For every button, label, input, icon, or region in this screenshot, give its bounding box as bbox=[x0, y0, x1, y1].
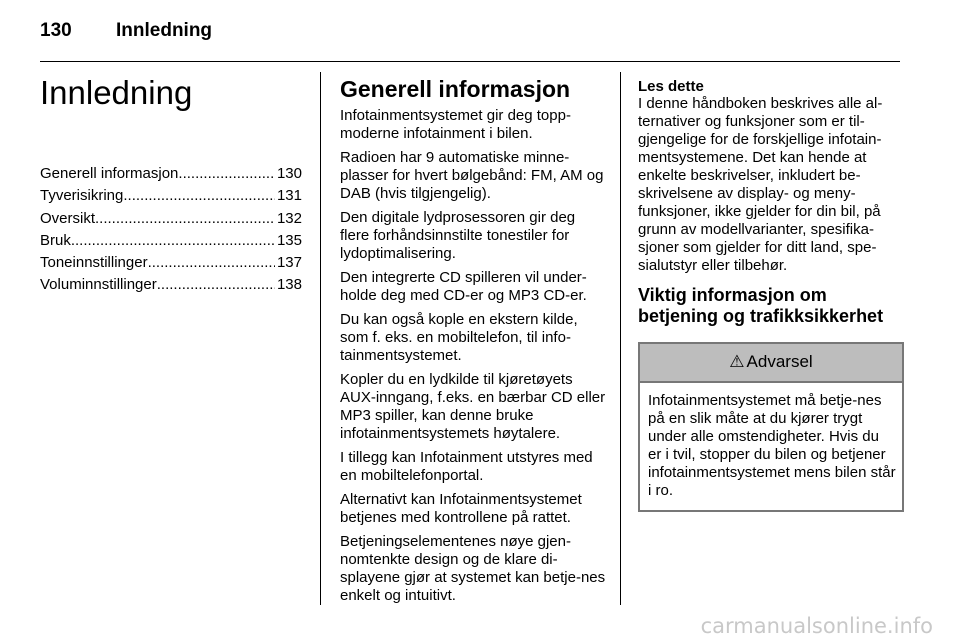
column-divider-2 bbox=[620, 72, 621, 605]
notes-column bbox=[638, 75, 904, 512]
toc-leader bbox=[148, 252, 275, 274]
header-rule bbox=[40, 61, 900, 62]
toc-page: 138 bbox=[276, 276, 302, 294]
toc-leader bbox=[178, 163, 275, 185]
running-head-title: Innledning bbox=[116, 20, 213, 41]
toc-item[interactable] bbox=[40, 185, 302, 207]
toc-leader bbox=[123, 185, 275, 207]
paragraph: Infotainmentsystemet gir deg topp-moderne infotainment i bilen. bbox=[340, 107, 571, 142]
toc-label: Tyverisikring bbox=[40, 187, 124, 205]
paragraph: Kopler du en lydkilde til kjøretøyets AUX-inngang, f.eks. en bærbar CD eller MP3 spiller, kan denne bruke infotainmentsystemets høytalere. bbox=[340, 371, 606, 442]
toc-item[interactable] bbox=[40, 208, 302, 230]
page-number: 130 bbox=[40, 20, 72, 41]
toc-item[interactable] bbox=[40, 274, 302, 296]
paragraph: Den integrerte CD spilleren vil under-holde deg med CD-er og MP3 CD-er. bbox=[340, 269, 587, 304]
toc-page: 135 bbox=[276, 231, 302, 249]
toc-page: 131 bbox=[276, 187, 302, 205]
toc-label: Generell informasjon bbox=[40, 165, 179, 182]
toc-label: Bruk bbox=[40, 231, 71, 249]
toc-item[interactable] bbox=[40, 230, 302, 252]
section-heading: Generell informasjon bbox=[340, 76, 571, 102]
paragraph: Den digitale lydprosessoren gir deg flere forhåndsinnstilte tonestiler for lydoptimalisering. bbox=[340, 209, 576, 262]
warning-title: Advarsel bbox=[746, 352, 813, 371]
paragraph: Alternativt kan Infotainmentsystemet betjenes med kontrollene på rattet. bbox=[340, 491, 582, 526]
toc-leader bbox=[157, 274, 275, 296]
toc-page: 130 bbox=[276, 165, 302, 182]
paragraph: Betjeningselementenes nøye gjen-nomtenkte design og de klare di-splayene gjør at systemet kan betje-nes enkelt og intuitivt. bbox=[340, 533, 606, 604]
toc-leader bbox=[95, 208, 275, 230]
running-head bbox=[40, 20, 212, 42]
chapter-column bbox=[40, 75, 302, 297]
toc-leader bbox=[71, 230, 275, 252]
toc-page: 137 bbox=[276, 254, 302, 272]
warning-text: Infotainmentsystemet må betje-nes på en slik måte at du kjører trygt under alle omstendigheter. Hvis du er i tvil, stopper du bilen og betjener infotainmentsystemet mens bilen står i ro. bbox=[648, 392, 896, 499]
toc-page: 132 bbox=[276, 209, 302, 227]
note-title: Les dette bbox=[638, 78, 704, 95]
paragraph: Du kan også kople en ekstern kilde, som f. eks. en mobiltelefon, til info-tainmentsystemet. bbox=[340, 311, 578, 364]
subsection-heading: Viktig informasjon om betjening og trafikksikkerhet bbox=[638, 285, 884, 326]
column-divider-1 bbox=[320, 72, 321, 605]
toc-label: Voluminnstillinger bbox=[40, 276, 157, 294]
toc-label: Toneinnstillinger bbox=[40, 254, 148, 272]
table-of-contents bbox=[40, 163, 302, 297]
paragraph: Radioen har 9 automatiske minne-plasser for hvert bølgebånd: FM, AM og DAB (hvis tilgjengelig). bbox=[340, 149, 604, 202]
watermark: carmanualsonline.info bbox=[700, 614, 933, 638]
section-column bbox=[340, 75, 606, 611]
chapter-title: Innledning bbox=[40, 74, 193, 111]
note-text: I denne håndboken beskrives alle al-ternativer og funksjoner som er til-gjengelige for de forskjellige infotain-mentsystemene. Det kan hende at enkelte beskrivelser, inkludert be-skrivelsene av display- og meny-funksjoner, ikke gjelder for din bil, på grunn av modellvarianter, spesifika-sjoner som gjelder for ditt land, spe-sialutstyr eller tilbehør. bbox=[638, 95, 883, 274]
warning-box bbox=[638, 342, 904, 512]
warning-header bbox=[640, 344, 902, 383]
warning-triangle-icon: ⚠ bbox=[729, 352, 745, 371]
toc-item[interactable] bbox=[40, 252, 302, 274]
toc-item[interactable] bbox=[40, 163, 302, 185]
paragraph: I tillegg kan Infotainment utstyres med en mobiltelefonportal. bbox=[340, 449, 593, 484]
toc-label: Oversikt bbox=[40, 209, 96, 227]
